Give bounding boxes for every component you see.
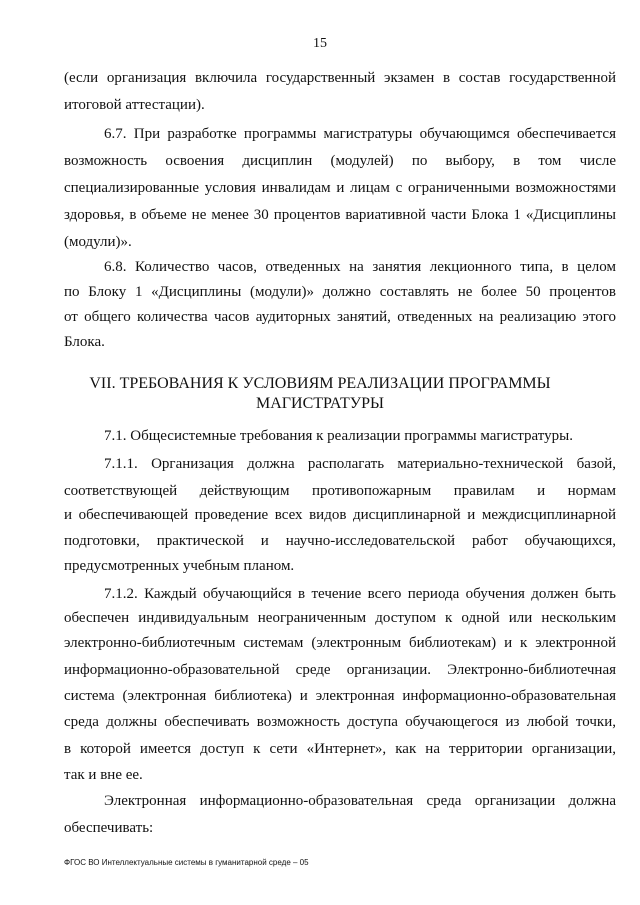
text-line: возможность освоения дисциплин (модулей) по выбору, в том числе xyxy=(64,153,616,169)
text-line: электронно-библиотечным системам (электронным библиотекам) и к электронной xyxy=(64,635,616,651)
text-line: здоровья, в объеме не менее 30 процентов вариативной части Блока 1 «Дисциплины xyxy=(64,207,616,223)
text-line: обеспечивать: xyxy=(64,820,154,836)
text-line: 6.8. Количество часов, отведенных на занятия лекционного типа, в целом xyxy=(104,259,616,275)
text-line: соответствующей действующим противопожарным правилам и нормам xyxy=(64,483,616,499)
text-line: (если организация включила государственный экзамен в состав государственной xyxy=(64,70,616,86)
text-line: так и вне ее. xyxy=(64,767,143,783)
text-line: специализированные условия инвалидам и лицам с ограниченными возможностями xyxy=(64,180,616,196)
text-line: Блока. xyxy=(64,334,105,350)
text-line: 6.7. При разработке программы магистратуры обучающимся обеспечивается xyxy=(104,126,616,142)
text-line: подготовки, практической и научно-исследовательской работ обучающихся, xyxy=(64,533,616,549)
text-line: 7.1. Общесистемные требования к реализации программы магистратуры. xyxy=(104,428,573,444)
text-line: обеспечен индивидуальным неограниченным доступом к одной или нескольким xyxy=(64,610,616,626)
text-line: и обеспечивающей проведение всех видов дисциплинарной и междисциплинарной xyxy=(64,507,616,523)
text-line: (модули)». xyxy=(64,234,132,250)
page-number: 15 xyxy=(313,36,327,51)
text-line: информационно-образовательной среде организации. Электронно-библиотечная xyxy=(64,662,616,678)
text-line: 7.1.1. Организация должна располагать материально-технической базой, xyxy=(104,456,616,472)
text-line: система (электронная библиотека) и электронная информационно-образовательная xyxy=(64,688,616,704)
section-heading: МАГИСТРАТУРЫ xyxy=(256,395,384,412)
section-heading: VII. ТРЕБОВАНИЯ К УСЛОВИЯМ РЕАЛИЗАЦИИ ПРОГРАММЫ xyxy=(89,375,551,392)
text-line: Электронная информационно-образовательная среда организации должна xyxy=(104,793,616,809)
text-line: предусмотренных учебным планом. xyxy=(64,558,295,574)
text-line: 7.1.2. Каждый обучающийся в течение всего периода обучения должен быть xyxy=(104,586,616,602)
text-line: по Блоку 1 «Дисциплины (модули)» должно составлять не более 50 процентов xyxy=(64,284,616,300)
text-line: итоговой аттестации). xyxy=(64,97,205,113)
text-line: среда должны обеспечивать возможность доступа обучающегося из любой точки, xyxy=(64,714,616,730)
text-line: от общего количества часов аудиторных занятий, отведенных на реализацию этого xyxy=(64,309,616,325)
footer-text: ФГОС ВО Интеллектуальные системы в гуманитарной среде – 05 xyxy=(64,858,309,867)
text-line: в которой имеется доступ к сети «Интернет», как на территории организации, xyxy=(64,741,616,757)
